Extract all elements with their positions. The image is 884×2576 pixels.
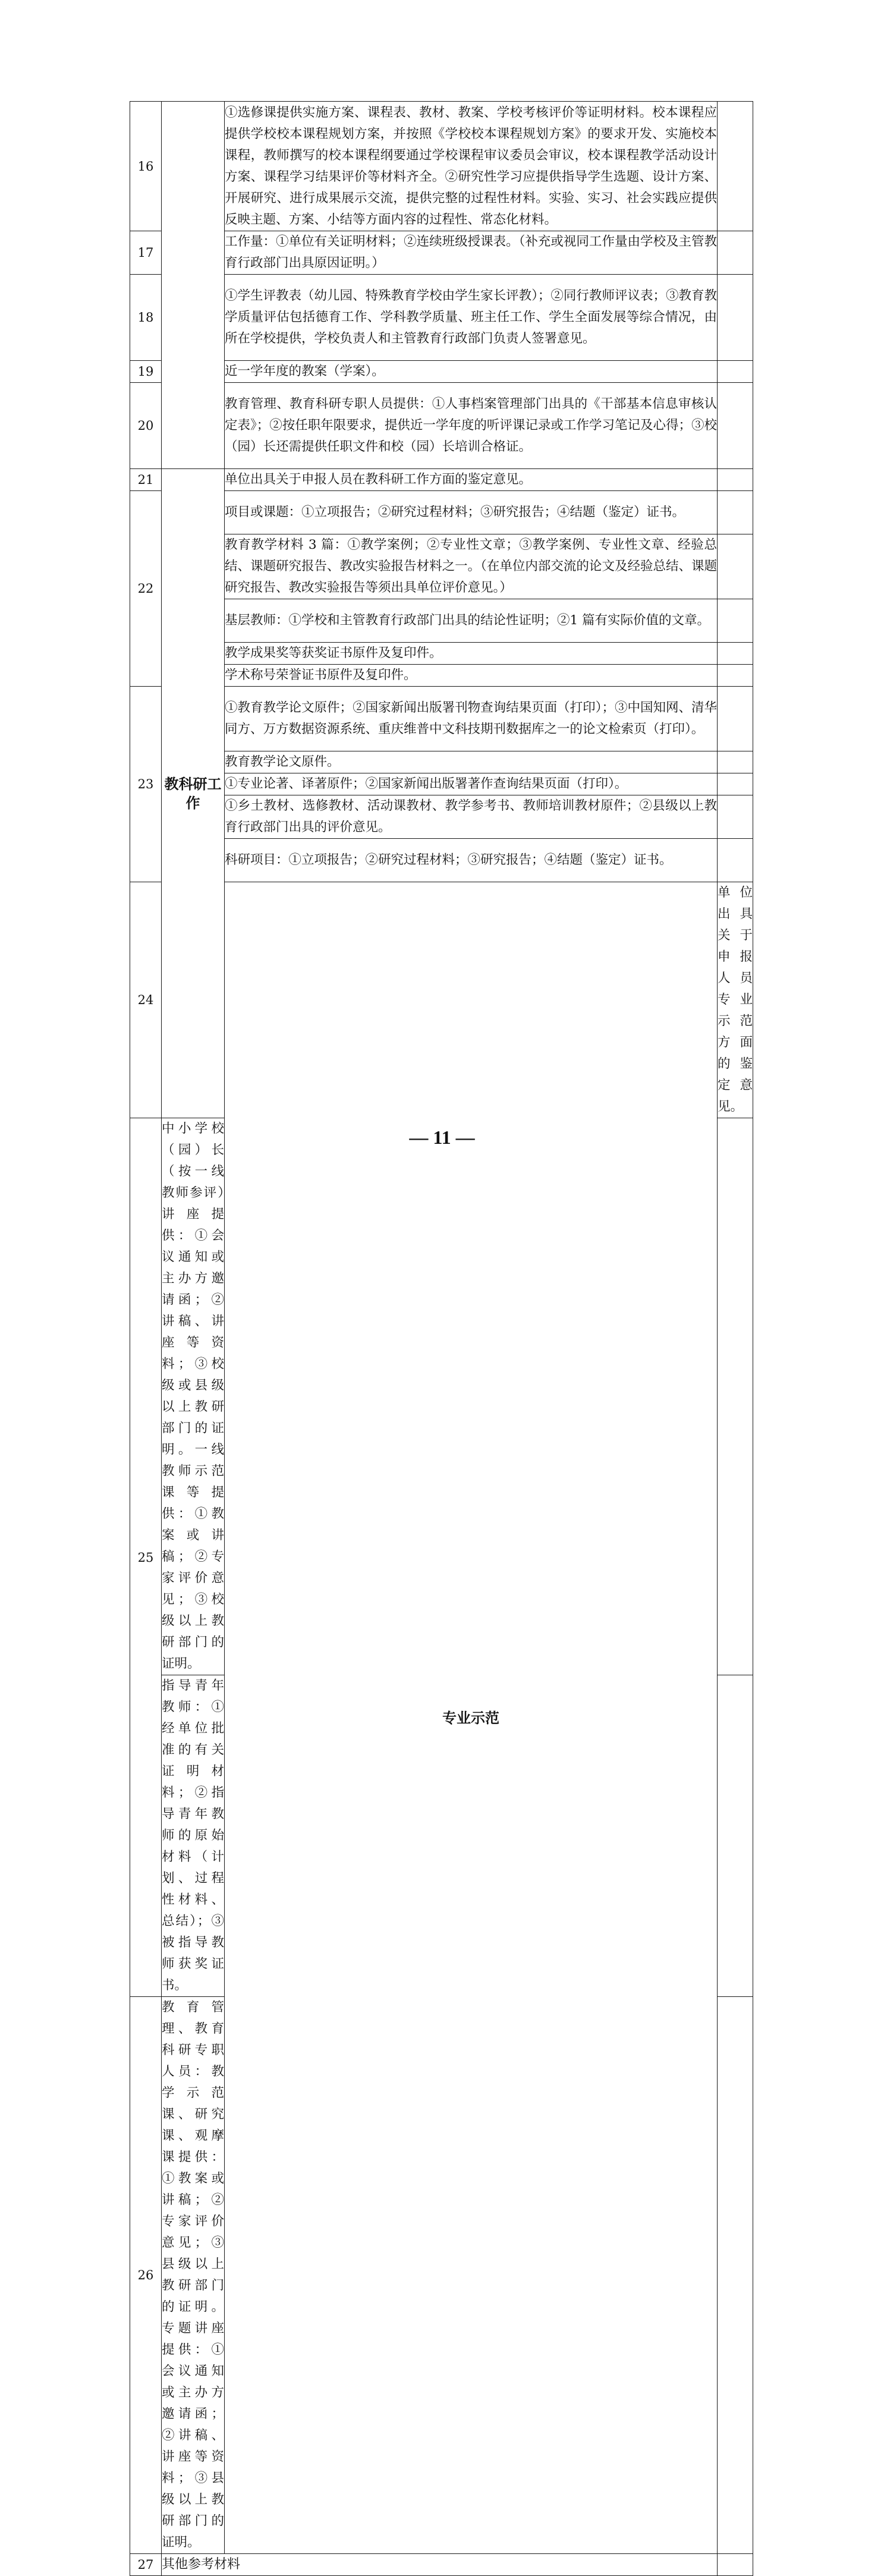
check-cell — [718, 491, 753, 534]
check-cell — [718, 469, 753, 491]
table-row — [130, 102, 753, 231]
check-cell — [718, 383, 753, 469]
row-number: 26 — [130, 1997, 162, 2554]
row-number: 17 — [130, 231, 162, 275]
check-cell — [718, 2554, 753, 2576]
row-number: 24 — [130, 882, 162, 1118]
check-cell — [718, 751, 753, 773]
requirement-text: ①学生评教表（幼儿园、特殊教育学校由学生家长评教）；②同行教师评议表；③教育教学质量评估包括德育工作、学科教学质量、班主任工作、学生全面发展等综合情况，由所在学校提供，学校负责人和主管教育行政部门负责人签署意见。 — [225, 275, 718, 361]
check-cell — [718, 773, 753, 795]
category-cell-empty — [162, 102, 225, 469]
requirement-text: 其他参考材料 — [162, 2554, 718, 2576]
requirement-text: 近一学年度的教案（学案）。 — [225, 361, 718, 383]
row-number: 18 — [130, 275, 162, 361]
requirement-text: 工作量：①单位有关证明材料；②连续班级授课表。（补充或视同工作量由学校及主管教育行政部门出具原因证明。） — [225, 231, 718, 275]
requirement-text: 中小学校（园）长（按一线教师参评）讲座提供：①会议通知或主办方邀请函；②讲稿、讲座等资料；③校级或县级以上教研部门的证明。一线教师示范课等提供：①教案或讲稿；②专家评价意见；③校级以上教研部门的证明。 — [162, 1118, 225, 1675]
row-number: 27 — [130, 2554, 162, 2576]
check-cell — [718, 534, 753, 599]
row-number: 20 — [130, 383, 162, 469]
row-number: 19 — [130, 361, 162, 383]
requirement-text: 教学成果奖等获奖证书原件及复印件。 — [225, 643, 718, 665]
table-row — [130, 469, 753, 491]
requirement-text: 单位出具关于申报人员专业示范方面的鉴定意见。 — [718, 882, 753, 1118]
row-number: 23 — [130, 687, 162, 882]
check-cell — [718, 1118, 753, 1675]
check-cell — [718, 687, 753, 751]
page-number: — 11 — — [409, 1127, 475, 1148]
requirement-text: 学术称号荣誉证书原件及复印件。 — [225, 665, 718, 687]
check-cell — [718, 839, 753, 882]
requirement-text: ①教育教学论文原件；②国家新闻出版署刊物查询结果页面（打印）；③中国知网、清华同方、万方数据资源系统、重庆维普中文科技期刊数据库之一的论文检索页（打印）。 — [225, 687, 718, 751]
check-cell — [718, 275, 753, 361]
requirement-text: 教育管理、教育科研专职人员：教学示范课、研究课、观摩课提供：①教案或讲稿；②专家评价意见；③县级以上教研部门的证明。专题讲座提供：①会议通知或主办方邀请函；②讲稿、讲座等资料；③县级以上教研部门的证明。 — [162, 1997, 225, 2554]
materials-table — [130, 101, 753, 2576]
check-cell — [718, 102, 753, 231]
requirement-text: 教育教学材料 3 篇：①教学案例；②专业性文章；③教学案例、专业性文章、经验总结、课题研究报告、教改实验报告材料之一。（在单位内部交流的论文及经验总结、课题研究报告、教改实验报告等须出具单位评价意见。） — [225, 534, 718, 599]
requirement-text: ①选修课提供实施方案、课程表、教材、教案、学校考核评价等证明材料。校本课程应提供学校校本课程规划方案，并按照《学校校本课程规划方案》的要求开发、实施校本课程，教师撰写的校本课程纲要通过学校课程审议委员会审议，校本课程教学活动设计方案、课程学习结果评价等材料齐全。②研究性学习应提供指导学生选题、设计方案、开展研究、进行成果展示交流，提供完整的过程性材料。实验、实习、社会实践应提供反映主题、方案、小结等方面内容的过程性、常态化材料。 — [225, 102, 718, 231]
requirement-text: ①乡土教材、选修教材、活动课教材、教学参考书、教师培训教材原件；②县级以上教育行政部门出具的评价意见。 — [225, 795, 718, 839]
requirement-text: 单位出具关于申报人员在教科研工作方面的鉴定意见。 — [225, 469, 718, 491]
check-cell — [718, 665, 753, 687]
check-cell — [718, 643, 753, 665]
requirement-text: 教育教学论文原件。 — [225, 751, 718, 773]
row-number: 25 — [130, 1118, 162, 1997]
check-cell — [718, 599, 753, 643]
category-research: 教科研工作 — [162, 469, 225, 1118]
requirement-text: ①专业论著、译著原件；②国家新闻出版署著作查询结果页面（打印）。 — [225, 773, 718, 795]
check-cell — [718, 231, 753, 275]
requirement-text: 指导青年教师：①经单位批准的有关证明材料；②指导青年教师的原始材料（计划、过程性材料、总结）；③被指导教师获奖证书。 — [162, 1675, 225, 1997]
row-number: 16 — [130, 102, 162, 231]
check-cell — [718, 1675, 753, 1997]
check-cell — [718, 361, 753, 383]
requirement-text: 教育管理、教育科研专职人员提供：①人事档案管理部门出具的《干部基本信息审核认定表》；②按任职年限要求，提供近一学年度的听评课记录或工作学习笔记及心得；③校（园）长还需提供任职文件和校（园）长培训合格证。 — [225, 383, 718, 469]
check-cell — [718, 795, 753, 839]
category-demo: 专业示范 — [225, 882, 718, 2554]
requirement-text: 科研项目：①立项报告；②研究过程材料；③研究报告；④结题（鉴定）证书。 — [225, 839, 718, 882]
row-number: 22 — [130, 491, 162, 687]
table-row — [130, 2554, 753, 2576]
requirement-text: 项目或课题：①立项报告；②研究过程材料；③研究报告；④结题（鉴定）证书。 — [225, 491, 718, 534]
check-cell — [718, 1997, 753, 2554]
requirement-text: 基层教师：①学校和主管教育行政部门出具的结论性证明；②1 篇有实际价值的文章。 — [225, 599, 718, 643]
row-number: 21 — [130, 469, 162, 491]
